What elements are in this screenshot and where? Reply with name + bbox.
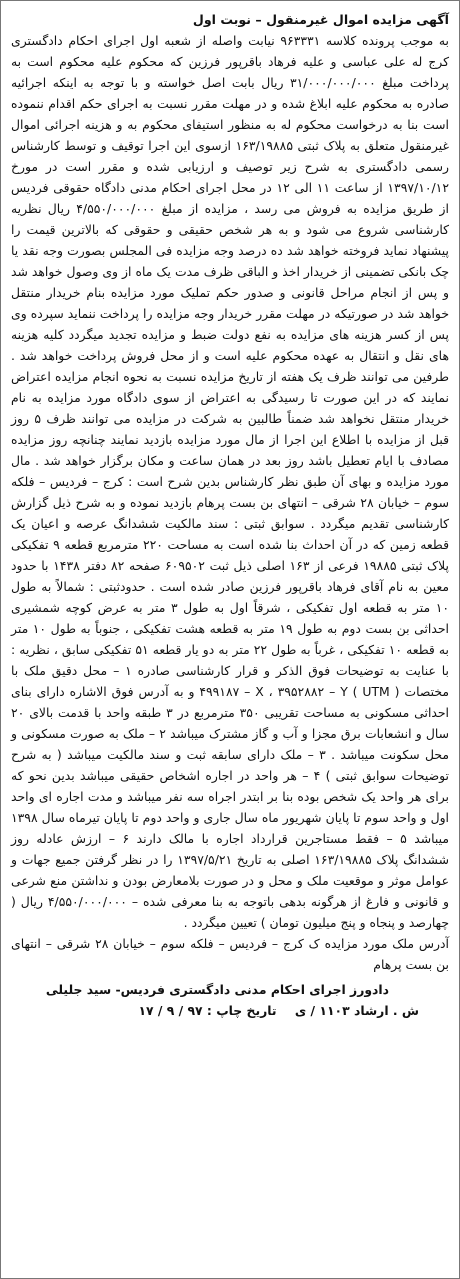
notice-title: آگهی مزایده اموال غیرمنقول – نوبت اول — [192, 12, 449, 27]
print-date: تاریخ چاپ : ۹۷ / ۹ / ۱۷ — [138, 1003, 277, 1018]
ershad-number: ش . ارشاد ۱۱۰۳ / ی — [294, 1003, 419, 1018]
signature: دادورز اجرای احکام مدنی دادگستری فردیس- سید جلیلی — [45, 982, 389, 997]
notice-body: به موجب پرونده کلاسه ۹۶۳۳۳۱ نیابت واصله از شعبه اول اجرای احکام دادگستری کرج له علی عباسی و علیه فرهاد باقرپور فرزین که محکوم علیه محکوم است به پرداخت مبلغ ۳۱/۰۰۰/۰۰۰/۰۰۰ ریال بابت اصل خواسته و با توجه به اینکه اجرائیه صادره به محکوم علیه ابلاغ شده و در مهلت مقرر نسبت به اجرای حکم اقدام ننموده است بنا به درخواست محکوم له به منظور استیفای محکوم به و هزینه اجرائی اموال غیرمنقول متعلق به پلاک ثبتی ۱۶۳/۱۹۸۸۵ ازسوی این اجرا توقیف و توسط کارشناس رسمی دادگستری به شرح زیر توصیف و ارزیابی شده و مقرر است در مورخ ۱۳۹۷/۱۰/۱۲ از ساعت ۱۱ الی ۱۲ در محل اجرای احکام مدنی دادگاه حقوقی فردیس از طریق مزایده به فروش می رسد ، مزایده از مبلغ ۴/۵۵۰/۰۰۰/۰۰۰ ریال نظریه کارشناسی شروع می شود و به هر شخص حقیقی و حقوقی که بالاترین قیمت را پیشنهاد نماید فروخته خواهد شد ده درصد وجه مزایده فی المجلس بصورت وجه نقد یا چک بانکی تضمینی از خریدار اخذ و الباقی ظرف مدت یک ماه از وی وصول خواهد شد و پس از انجام مراحل قانونی و صدور حکم تملیک مورد مزایده بنام خریدار منتقل خواهد شد در صورتیکه در مهلت مقرر خریدار وجه مزایده را پرداخت ننماید سپرده وی پس از کسر هزینه های مزایده به نفع دولت ضبط و مزایده تجدید میگردد کلیه هزینه های نقل و انتقال به عهده محکوم علیه است و از محل فروش پرداخت خواهد شد . طرفین می توانند ظرف یک هفته از تاریخ مزایده نسبت به نحوه انجام مزایده اعتراض نمایند که در این صورت تا رسیدگی به اعتراض از سوی دادگاه مورد مزایده به نام خریدار منتقل نخواهد شد ضمناً طالبین به شرکت در مزایده می توانند ظرف ۵ روز قبل از مزایده با اطلاع این اجرا از مال مورد مزایده بازدید نمایند چنانچه روز مزایده مصادف با ایام تعطیل باشد روز بعد در همان ساعت و مکان برگزار خواهد شد . مال مورد مزایده و بهای آن طبق نظر کارشناس بدین شرح است : کرج – فردیس – فلکه سوم – خیابان ۲۸ شرقی – انتهای بن بست پرهام بازدید نموده و به شرح ذیل گزارش کارشناسی تقدیم میگردد . سوابق ثبتی : سند مالکیت ششدانگ عرصه و اعیان یک قطعه زمین که در آن احداث بنا شده است به مساحت ۲۲۰ مترمربع قطعه ۹ تفکیکی پلاک ثبتی ۱۹۸۸۵ فرعی از ۱۶۳ اصلی ذیل ثبت ۶۰۹۵۰۲ صفحه ۸۲ دفتر ۱۴۳۸ با حدود معین به نام آقای فرهاد باقرپور فرزین صادر شده است . حدودثبتی : شمالاً به طول ۱۰ متر به قطعه اول تفکیکی ، شرقاً اول به طول ۳ متر به عرض کوچه شمشیری احداثی بن بست دوم به طول ۱۹ متر به قطعه هشت تفکیکی ، جنوباً به طول ۱۰ متر به قطعه ۱۰ تفکیکی ، غرباً به طول ۲۲ متر به دو یار قطعه ۵۱ تفکیکی سابق ، نظریه : با عنایت به توضیحات فوق الذکر و قرار کارشناسی صادره ۱ – محل دقیق ملک با مختصات ( UTM ) ۴۹۹۱۸۷ – X ، ۳۹۵۲۸۸۲ – Y و به آدرس فوق الاشاره دارای بنای احداثی مسکونی به مساحت تقریبی ۳۵۰ مترمربع در ۳ طبقه واحد با قدمت بالای ۲۰ سال و انشعابات برق مجزا و آب و گاز مشترک میباشد ۲ – ملک به صورت مسکونی و محل سکونت میباشد . ۳ – ملک دارای سابقه ثبت و سند مالکیت میباشد ( به شرح توضیحات سوابق ثبتی ) ۴ – هر واحد در اجاره اشخاص حقیقی میباشد بدین نحو که برای هر واحد یک شخص بوده بنا بر ابتدر اجراه سه نفر میباشد و مدت اجاره ای واحد اول و واحد سوم تا پایان شهریور ماه سال جاری و واحد دوم تا پایان تیرماه سال ۱۳۹۸ میباشد ۵ – فقط مستاجرین قرارداد اجاره با مالک دارند ۶ – ارزش عادله روز ششدانگ پلاک ۱۶۳/۱۹۸۸۵ اصلی به تاریخ ۱۳۹۷/۵/۲۱ را در نظر گرفتن جمیع جهات و عوامل موثر و موقعیت ملک و محل و در صورت بلامعارض بودن و نداشتن منع شرعی و قانونی و فارغ از هرگونه بدهی باتوجه به بنا معرفی شده – ۴/۵۵۰/۰۰۰/۰۰۰ ریال ( چهارصد و پنجاه و پنج میلیون تومان ) تعیین میگردد . — [11, 33, 450, 930]
footer — [11, 1000, 419, 1021]
property-address: آدرس ملک مورد مزایده ک کرج – فردیس – فلکه سوم – خیابان ۲۸ شرقی – انتهای بن بست پرهام — [11, 936, 449, 972]
